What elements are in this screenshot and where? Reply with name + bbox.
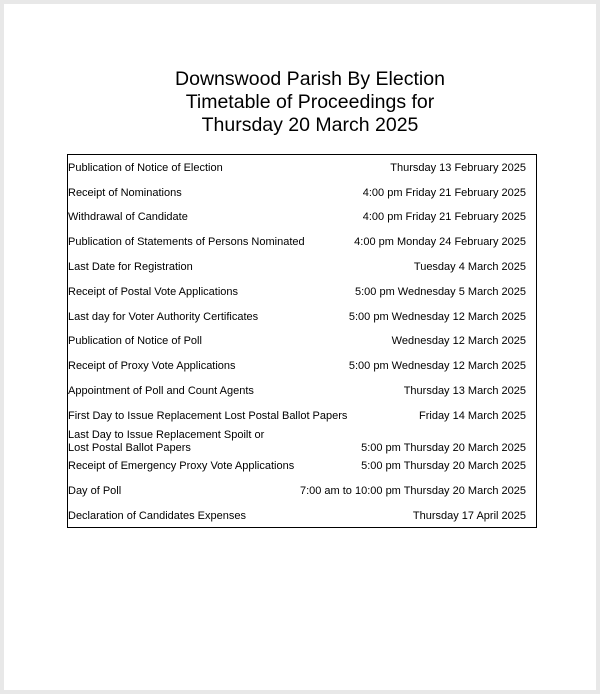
event-label: Withdrawal of Candidate — [68, 211, 188, 223]
table-row — [68, 385, 536, 398]
table-row — [68, 460, 536, 473]
event-date: Friday 14 March 2025 — [419, 410, 526, 422]
event-date: Thursday 17 April 2025 — [412, 510, 526, 522]
event-label: First Day to Issue Replacement Lost Postal Ballot Papers — [68, 410, 348, 422]
event-label-line-1: Last Day to Issue Replacement Spoilt or — [68, 429, 265, 441]
event-label: Receipt of Proxy Vote Applications — [68, 360, 236, 372]
event-date: 4:00 pm Friday 21 February 2025 — [362, 187, 526, 199]
event-label: Publication of Notice of Poll — [68, 335, 202, 347]
title-line-2: Timetable of Proceedings for — [185, 91, 435, 113]
event-date: 5:00 pm Wednesday 12 March 2025 — [348, 311, 526, 323]
table-row — [68, 187, 536, 200]
table-row — [68, 360, 536, 373]
event-date: 4:00 pm Monday 24 February 2025 — [354, 236, 526, 248]
event-date: Thursday 13 February 2025 — [390, 162, 526, 174]
table-row — [68, 311, 536, 324]
document-page — [4, 4, 596, 690]
title-line-1: Downswood Parish By Election — [175, 68, 445, 90]
title-line-3: Thursday 20 March 2025 — [201, 114, 419, 136]
event-label: Last day for Voter Authority Certificates — [68, 311, 259, 323]
event-label: Declaration of Candidates Expenses — [68, 510, 246, 522]
table-row — [68, 410, 536, 423]
event-label: Receipt of Emergency Proxy Vote Applications — [68, 460, 295, 472]
table-row — [68, 510, 536, 523]
event-date: 4:00 pm Friday 21 February 2025 — [362, 211, 526, 223]
event-label: Publication of Statements of Persons Nominated — [68, 236, 305, 248]
event-date: 5:00 pm Thursday 20 March 2025 — [361, 460, 526, 472]
table-row — [68, 485, 536, 498]
event-label: Last Date for Registration — [68, 261, 193, 273]
table-row — [68, 335, 536, 348]
document-title — [4, 68, 600, 137]
event-date: 5:00 pm Thursday 20 March 2025 — [361, 442, 526, 454]
event-date: 7:00 am to 10:00 pm Thursday 20 March 2025 — [299, 485, 526, 497]
table-row — [68, 429, 536, 455]
table-row — [68, 162, 536, 175]
event-date: 5:00 pm Wednesday 5 March 2025 — [354, 286, 526, 298]
table-row — [68, 211, 536, 224]
event-label: Day of Poll — [68, 485, 122, 497]
event-label: Publication of Notice of Election — [68, 162, 223, 174]
event-label — [68, 429, 264, 455]
event-label: Appointment of Poll and Count Agents — [68, 385, 254, 397]
table-row — [68, 261, 536, 274]
event-date: Thursday 13 March 2025 — [403, 385, 526, 397]
event-label: Receipt of Nominations — [68, 187, 182, 199]
event-date: Wednesday 12 March 2025 — [391, 335, 526, 347]
timetable-box — [67, 154, 537, 528]
event-date: Tuesday 4 March 2025 — [413, 261, 526, 273]
table-row — [68, 236, 536, 249]
table-row — [68, 286, 536, 299]
event-label-line-2: Lost Postal Ballot Papers — [68, 442, 191, 454]
event-label: Receipt of Postal Vote Applications — [68, 286, 238, 298]
event-date: 5:00 pm Wednesday 12 March 2025 — [348, 360, 526, 372]
